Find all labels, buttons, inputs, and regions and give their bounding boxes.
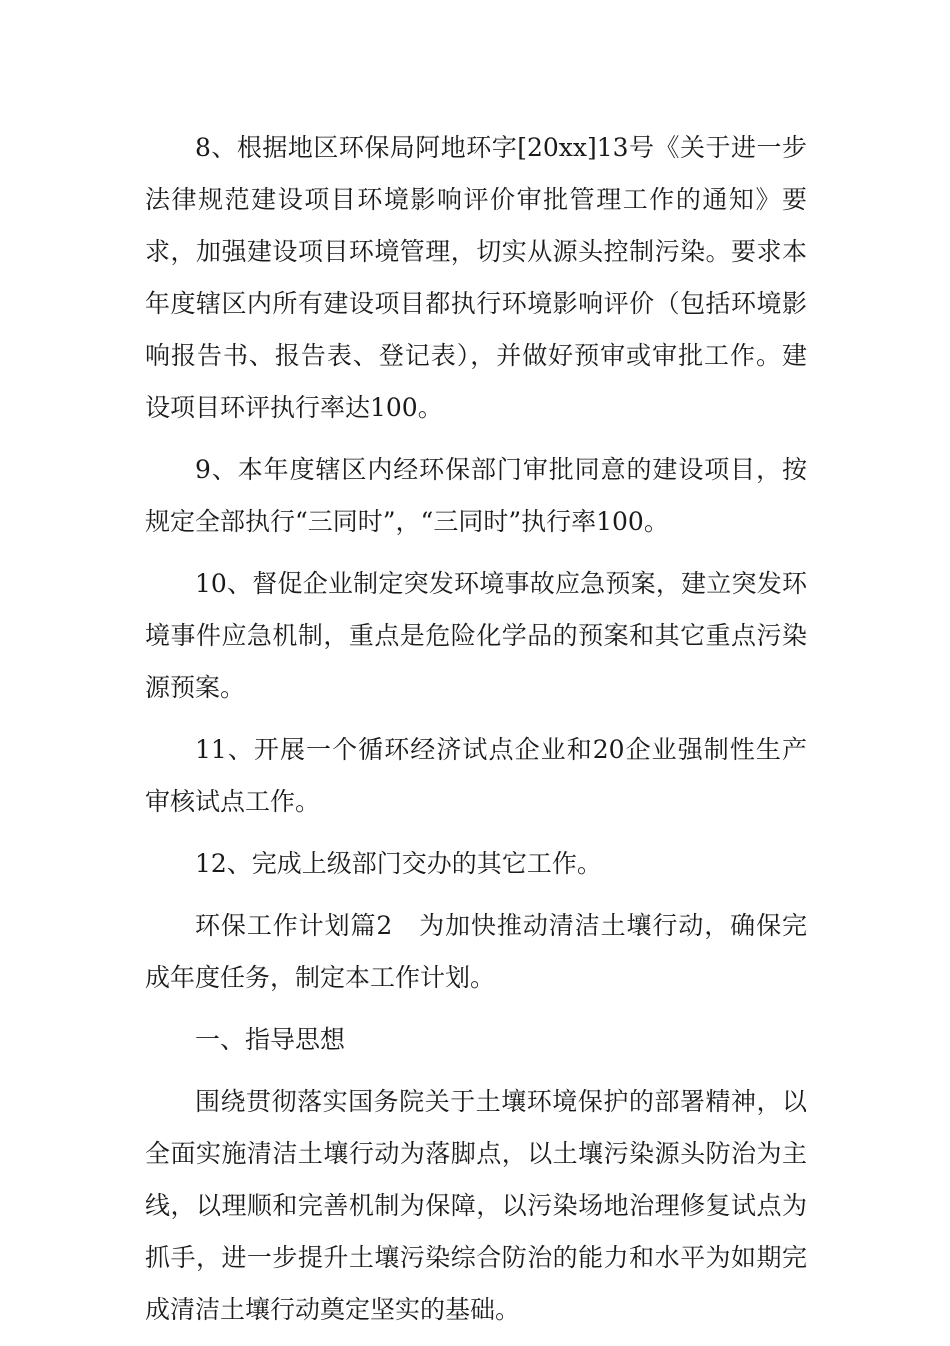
document-body [145, 122, 807, 1346]
paragraph-guiding-thought: 围绕贯彻落实国务院关于土壤环境保护的部署精神，以全面实施清洁土壤行动为落脚点，以土壤污染源头防治为主线，以理顺和完善机制为保障，以污染场地治理修复试点为抓手，进一步提升土壤污染综合防治的能力和水平为如期完成清洁土壤行动奠定坚实的基础。 [145, 1087, 807, 1324]
paragraph-item-10: 10、督促企业制定突发环境事故应急预案，建立突发环境事件应急机制，重点是危险化学品的预案和其它重点污染源预案。 [145, 569, 807, 702]
paragraph-item-8: 8、根据地区环保局阿地环字[20xx]13号《关于进一步法律规范建设项目环境影响评价审批管理工作的通知》要求，加强建设项目环境管理，切实从源头控制污染。要求本年度辖区内所有建设项目都执行环境影响评价（包括环境影响报告书、报告表、登记表），并做好预审或审批工作。建设项目环评执行率达100。 [145, 133, 807, 422]
paragraph-item-11: 11、开展一个循环经济试点企业和20企业强制性生产审核试点工作。 [145, 735, 807, 816]
paragraph-item-12: 12、完成上级部门交办的其它工作。 [195, 849, 602, 878]
section-heading-plan-2: 环保工作计划篇2 为加快推动清洁土壤行动，确保完成年度任务，制定本工作计划。 [145, 911, 807, 992]
section-heading-guiding-thought: 一、指导思想 [195, 1025, 346, 1054]
paragraph-item-9: 9、本年度辖区内经环保部门审批同意的建设项目，按规定全部执行“三同时”，“三同时”执行率100。 [145, 455, 807, 536]
